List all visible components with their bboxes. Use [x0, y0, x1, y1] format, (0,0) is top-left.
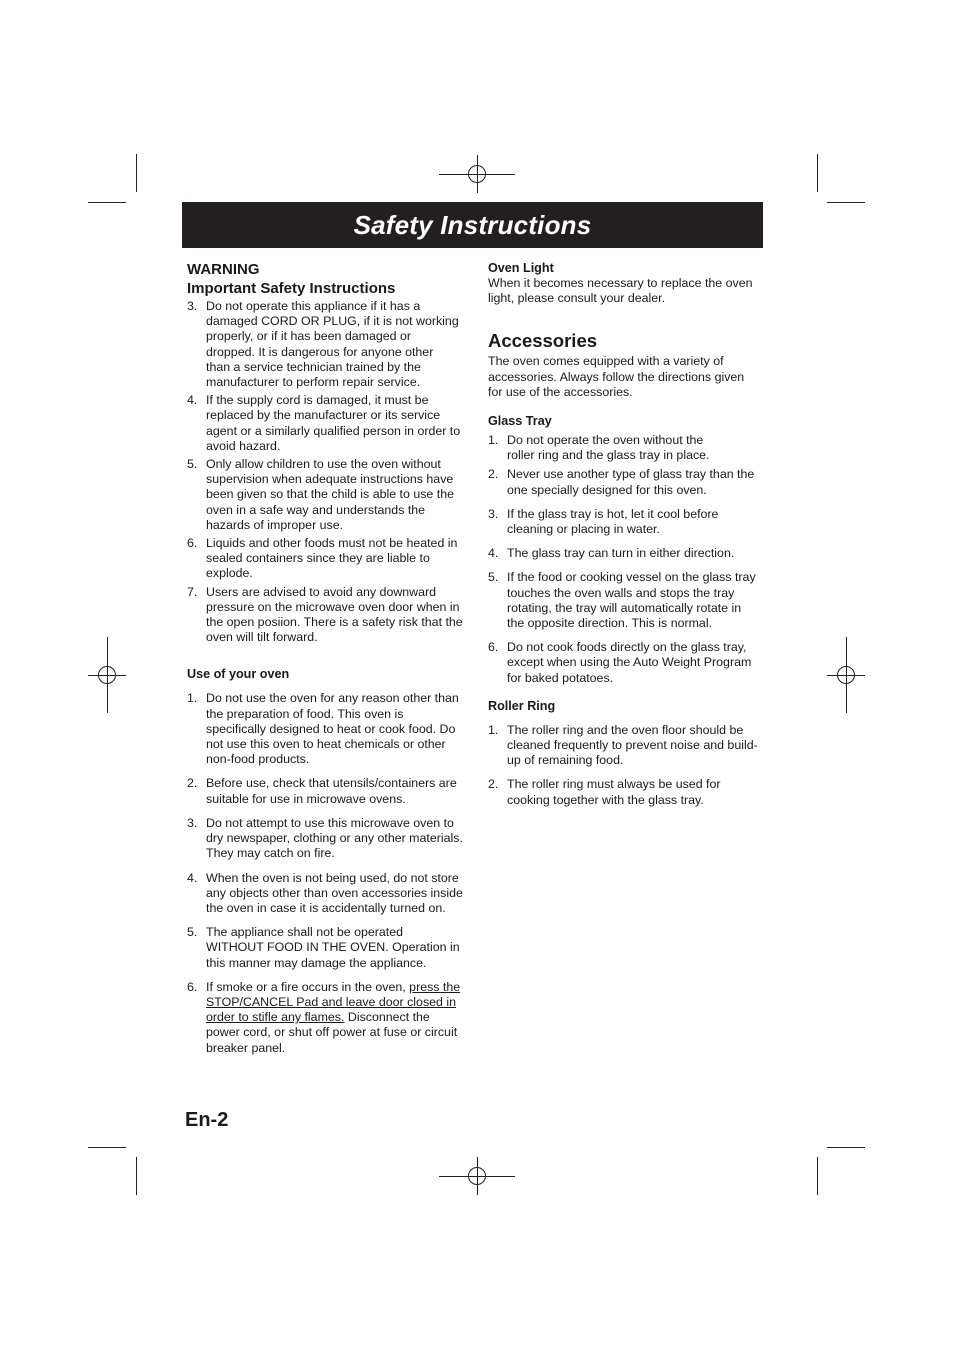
item-text: Liquids and other foods must not be heated in sealed containers since they are liable to explode. [206, 536, 458, 581]
item-text: Users are advised to avoid any downward pressure on the microwave oven door when in the open posiion. There is a safety risk that the oven will tilt forward. [206, 584, 463, 645]
list-item [187, 457, 463, 533]
item-text: The glass tray can turn in either direction. [507, 546, 735, 561]
item-number: 3. [187, 299, 198, 313]
list-item [488, 546, 760, 561]
list-item [187, 393, 463, 454]
item-text: If the supply cord is damaged, it must be replaced by the manufacturer or its service agent or a similarly qualified person in order to avoid hazard. [206, 393, 461, 453]
item-number: 4. [187, 393, 198, 408]
oven-light-text: When it becomes necessary to replace the oven light, please consult your dealer. [488, 276, 753, 306]
item-number: 6. [187, 536, 198, 551]
item-text-part: Disconnect the power cord, or shut off power at fuse or circuit breaker panel. [206, 1010, 458, 1055]
item-text [206, 980, 463, 1056]
warning-heading: WARNING [187, 261, 260, 278]
list-item [488, 777, 760, 807]
list-item [187, 536, 463, 582]
item-number: 5. [187, 925, 198, 940]
list-item [187, 776, 463, 806]
item-number: 1. [488, 722, 499, 737]
item-number: 6. [488, 640, 499, 655]
item-number: 5. [187, 457, 198, 472]
item-text: Do not use the oven for any reason other than the preparation of food. This oven is specifically designed to heat or cook food. Do not use this oven to heat chemicals or other non-food products. [206, 691, 459, 767]
list-item [187, 299, 463, 390]
item-text: When the oven is not being used, do not store any objects other than oven accessories inside the oven in case it is accidentally turned on. [206, 870, 463, 915]
list-item [488, 570, 760, 631]
item-text: If the food or cooking vessel on the glass tray touches the oven walls and stops the tray rotating, the tray will automatically rotate in the opposite direction. This is normal. [507, 570, 756, 631]
roller-ring-heading: Roller Ring [488, 698, 556, 713]
list-item [488, 507, 760, 537]
use-list [187, 691, 463, 1055]
item-text: The roller ring must always be used for cooking together with the glass tray. [507, 777, 721, 807]
glass-tray-list [488, 433, 760, 686]
title-banner [182, 202, 763, 248]
list-item [187, 871, 463, 917]
list-item [187, 691, 463, 767]
item-number: 3. [187, 815, 198, 830]
item-number: 2. [488, 777, 499, 792]
page-number: En-2 [185, 1109, 229, 1131]
item-number: 4. [187, 870, 198, 885]
item-text: Do not attempt to use this microwave oven to dry newspaper, clothing or any other materials. They may catch on fire. [206, 815, 463, 861]
list-item [488, 640, 760, 686]
item-text: Do not cook foods directly on the glass tray, except when using the Auto Weight Program for baked potatoes. [507, 640, 752, 685]
page-title: Safety Instructions [353, 209, 592, 240]
underlined-instruction: press the STOP/CANCEL Pad and leave door closed in order to stifle any flames. [206, 979, 461, 1025]
item-number: 6. [187, 979, 198, 994]
item-text: Only allow children to use the oven without supervision when adequate instructions have been given so that the child is able to use the oven in a safe way and understands the hazards of improper use. [206, 457, 454, 532]
item-text: Never use another type of glass tray than the one specially designed for this oven. [507, 467, 755, 497]
item-number: 7. [187, 584, 198, 599]
list-item [187, 925, 463, 971]
list-item [187, 980, 463, 1056]
item-text: Do not operate this appliance if it has a damaged CORD OR PLUG, if it is not working properly, or if it has been damaged or dropped. It is dangerous for anyone other than a service technician trained by the manufacturer to perform repair service. [206, 299, 459, 390]
item-text: The roller ring and the oven floor should be cleaned frequently to prevent noise and build-up of remaining food. [507, 722, 758, 768]
list-item [488, 467, 760, 497]
item-number: 2. [187, 776, 198, 791]
item-number: 3. [488, 506, 499, 521]
oven-light-heading: Oven Light [488, 261, 554, 275]
list-item [488, 723, 760, 769]
item-number: 2. [488, 467, 499, 482]
left-column [187, 260, 463, 1056]
item-text: If the glass tray is hot, let it cool before cleaning or placing in water. [507, 506, 719, 537]
list-item [187, 585, 463, 646]
accessories-text: The oven comes equipped with a variety of accessories. Always follow the directions given for use of the accessories. [488, 354, 745, 399]
item-text: Before use, check that utensils/containers are suitable for use in microwave ovens. [206, 776, 457, 806]
roller-ring-list [488, 723, 760, 808]
item-number: 4. [488, 546, 499, 561]
use-heading: Use of your oven [187, 667, 290, 682]
item-text: The appliance shall not be operated WITHOUT FOOD IN THE OVEN. Operation in this manner may damage the appliance. [206, 925, 460, 970]
important-list [187, 299, 463, 645]
list-item [187, 816, 463, 862]
right-column [488, 260, 760, 808]
list-item [488, 433, 760, 463]
important-heading: Important Safety Instructions [187, 280, 396, 297]
item-text-part: If smoke or a fire occurs in the oven, [206, 979, 410, 994]
item-number: 1. [187, 691, 198, 706]
item-number: 5. [488, 570, 499, 585]
item-text: Do not operate the oven without the roller ring and the glass tray in place. [507, 433, 710, 463]
item-number: 1. [488, 433, 499, 448]
accessories-heading: Accessories [488, 330, 598, 352]
glass-tray-heading: Glass Tray [488, 414, 552, 429]
